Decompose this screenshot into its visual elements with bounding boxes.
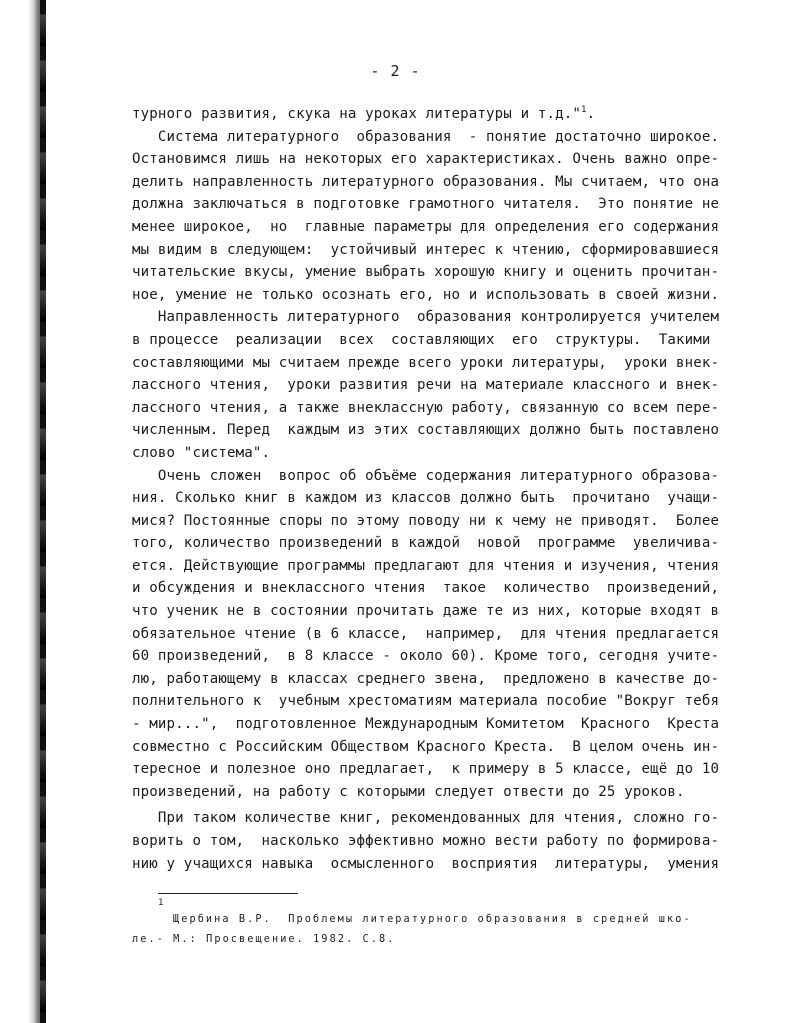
text-line: делить направленность литературного образования. Мы считаем, что она <box>132 173 720 190</box>
footnote-reference: 1 <box>581 105 587 115</box>
text-line: составляющими мы считаем прежде всего уроки литературы, уроки внек- <box>132 354 720 371</box>
text-line: мы видим в следующем: устойчивый интерес к чтению, сформировавшиеся <box>132 241 720 258</box>
text-line: того, количество произведений в каждой новой программе увеличива- <box>132 535 720 552</box>
text-line: Система литературного образования - понятие достаточно широкое. <box>132 128 720 145</box>
footnote-mark: 1 <box>158 898 164 908</box>
text-line: тересное и полезное оно предлагает, к примеру в 5 классе, ещё до 10 <box>132 761 720 778</box>
footnote-divider <box>158 893 298 894</box>
text-line: что ученик не в состоянии прочитать даже те из них, которые входят в <box>132 603 720 620</box>
text-line: Остановимся лишь на некоторых его характеристиках. Очень важно опре- <box>132 151 720 168</box>
text-line: ния. Сколько книг в каждом из классов должно быть прочитано учащи- <box>132 490 720 507</box>
text-line: лассного чтения, а также внеклассную работу, связанную со всем пере- <box>132 399 720 416</box>
text-line: должна заключаться в подготовке грамотного читателя. Это понятие не <box>132 196 720 213</box>
footnote <box>132 910 752 950</box>
text-line: При таком количестве книг, рекомендованных для чтения, сложно го- <box>132 810 720 827</box>
scan-edge-binding <box>40 0 46 1023</box>
text-line: - мир...", подготовленное Международным Комитетом Красного Креста <box>132 716 720 733</box>
footnote-line: Щербина В.Р. Проблемы литературного образования в средней шко- <box>173 914 692 925</box>
text-line: лассного чтения, уроки развития речи на материале классного и внек- <box>132 377 720 394</box>
text-line: слово "система". <box>132 444 271 461</box>
text-line: мися? Постоянные споры по этому поводу ни к чему не приводят. Более <box>132 512 720 529</box>
text-line: турного развития, скука на уроках литературы и т.д."$^1$. <box>132 105 596 122</box>
text-line: Очень сложен вопрос об объёме содержания литературного образова- <box>132 467 720 484</box>
text-line: совместно с Российским Обществом Красного Креста. В целом очень ин- <box>132 738 720 755</box>
text-line: 60 произведений, в 8 классе - около 60). Кроме того, сегодня учите- <box>132 648 720 665</box>
text-line: ное, умение не только осознать его, но и использовать в своей жизни. <box>132 286 720 303</box>
footnote-line: ле.- М.: Просвещение. 1982. С.8. <box>132 934 396 945</box>
text-line: обязательное чтение (в 6 классе, например, для чтения предлагается <box>132 625 720 642</box>
text-line: менее широкое, но главные параметры для определения его содержания <box>132 218 720 235</box>
text-line: Направленность литературного образования контролируется учителем <box>132 309 720 326</box>
text-line: ворить о том, насколько эффективно можно вести работу по формирова- <box>132 833 720 849</box>
text-line: в процессе реализации всех составляющих его структуры. Такими <box>132 331 711 348</box>
text-line: численным. Перед каждым из этих составляющих должно быть поставлено <box>132 422 720 439</box>
text-line: читательские вкусы, умение выбрать хорошую книгу и оценить прочитан- <box>132 264 720 281</box>
text-line: нию у учащихся навыка осмысленного восприятия литературы, умения <box>132 855 720 872</box>
text-line: произведений, на работу с которыми следует отвести до 25 уроков. <box>132 783 685 800</box>
text-line: лю, работающему в классах среднего звена, предложено в качестве до- <box>132 670 720 687</box>
page-number: - 2 - <box>370 62 421 80</box>
body-text <box>132 103 740 875</box>
text-line: и обсуждения и внеклассного чтения такое количество произведений, <box>132 580 720 597</box>
text-line: ется. Действующие программы предлагают для чтения и изучения, чтения <box>132 557 720 574</box>
text-line: полнительного к учебным хрестоматиям материала пособие "Вокруг тебя <box>132 693 720 710</box>
